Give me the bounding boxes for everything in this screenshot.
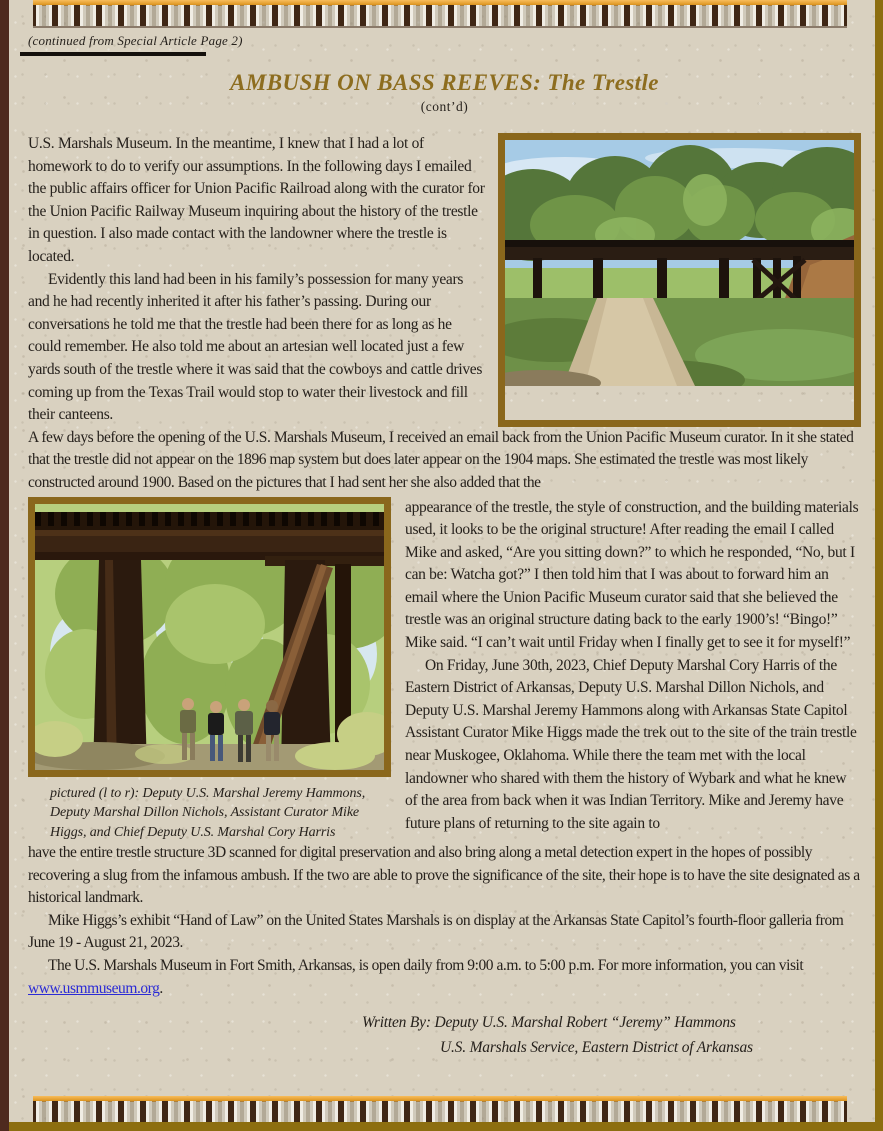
continued-note: (continued from Special Article Page 2): [28, 33, 243, 48]
page-subtitle: (cont’d): [420, 99, 469, 114]
book-ornament: [649, 0, 671, 26]
book-ornament: [187, 1096, 209, 1122]
book-ornament: [429, 0, 451, 26]
book-ornament: [429, 1096, 451, 1122]
book-ornament: [407, 1096, 429, 1122]
text-column-left: [28, 133, 498, 427]
book-ornament: [341, 0, 363, 26]
book-ornament: [33, 1096, 55, 1122]
book-ornament: [561, 0, 583, 26]
book-ornament: [99, 0, 121, 26]
book-ornament: [385, 0, 407, 26]
paragraph: have the entire trestle structure 3D scanned for digital preservation and also bring along a metal detection expert in the hopes of possibly recovering a slug from the infamous ambush. If the two are able to prove the significance of the site, their hope is to have the site designated as a historical landmark.: [28, 844, 860, 907]
book-ornament: [759, 0, 781, 26]
book-ornament: [517, 0, 539, 26]
paragraph: Mike Higgs’s exhibit “Hand of Law” on the United States Marshals is on display at the Arkansas State Capitol’s fourth-floor galleria from June 19 - August 21, 2023.: [28, 911, 844, 952]
book-ornament: [209, 1096, 231, 1122]
paragraph: On Friday, June 30th, 2023, Chief Deputy Marshal Cory Harris of the Eastern District of Arkansas, Deputy U.S. Marshal Dillon Nichols, and Deputy U.S. Marshal Jeremy Hammons along with Arkansas State Capitol Assistant Curator Mike Higgs made the trek out to the site of the train trestle near Muskogee, Oklahoma. While there the team met with the local landowner who shared with them the history of Wybark and what he knew of the area from back when it was Indian Territory. Mike and Jeremy have future plans of returning to the site again to: [405, 656, 857, 832]
book-ornament: [781, 1096, 803, 1122]
book-ornament: [737, 0, 759, 26]
bottom-border-books: [33, 1096, 847, 1122]
book-ornament: [319, 1096, 341, 1122]
paragraph: appearance of the trestle, the style of construction, and the building materials used, it looks to be the original structure! After reading the email I called Mike and asked, “Are you sitting down?” to which he responded, “No, but I can be: Watcha got?” I then told him that I was about to forward him an email where the Union Pacific Museum curator said that she believed the trestle was an original structure dating back to the early 1900’s! “Bingo!” Mike said. “I can’t wait until Friday when I finally get to see it for myself!”: [405, 498, 859, 652]
team-under-trestle-photo: [28, 497, 391, 777]
book-ornament: [99, 1096, 121, 1122]
photo-caption: pictured (l to r): Deputy U.S. Marshal Jeremy Hammons, Deputy Marshal Dillon Nichols, Assistant Curator Mike Higgs, and Chief Deputy U.S. Marshal Cory Harris: [50, 785, 366, 840]
book-ornament: [605, 1096, 627, 1122]
book-ornament: [143, 0, 165, 26]
book-ornament: [363, 1096, 385, 1122]
book-ornament: [627, 1096, 649, 1122]
book-ornament: [803, 1096, 825, 1122]
book-ornament: [363, 0, 385, 26]
top-border-books: [33, 0, 847, 26]
article-page: [28, 32, 861, 1060]
header-rule: [20, 52, 206, 56]
museum-info-paragraph: [28, 955, 861, 1000]
book-ornament: [671, 1096, 693, 1122]
book-ornament: [649, 1096, 671, 1122]
book-ornament: [451, 1096, 473, 1122]
book-ornament: [693, 0, 715, 26]
museum-info-text: The U.S. Marshals Museum in Fort Smith, Arkansas, is open daily from 9:00 a.m. to 5:00 p.m. For more information, you can visit: [48, 956, 804, 974]
section-middle: [28, 497, 861, 843]
book-ornament: [495, 1096, 517, 1122]
book-ornament: [561, 1096, 583, 1122]
paragraph: U.S. Marshals Museum. In the meantime, I knew that I had a lot of homework to do to verify our assumptions. In the following days I emailed the public affairs officer for Union Pacific Railroad along with the curator for the Union Pacific Railway Museum inquiring about the history of the trestle in question. I also made contact with the landowner where the trestle is located.: [28, 135, 485, 265]
book-ornament: [253, 0, 275, 26]
book-ornament: [583, 1096, 605, 1122]
book-ornament: [231, 1096, 253, 1122]
book-ornament: [143, 1096, 165, 1122]
book-ornament: [781, 0, 803, 26]
book-ornament: [473, 0, 495, 26]
book-ornament: [341, 1096, 363, 1122]
book-ornament: [297, 1096, 319, 1122]
book-ornament: [231, 0, 253, 26]
book-ornament: [297, 0, 319, 26]
page-title: AMBUSH ON BASS REEVES: The Trestle: [230, 70, 659, 95]
section-top: [28, 133, 861, 427]
trestle-landscape-photo: [498, 133, 861, 427]
book-ornament: [253, 1096, 275, 1122]
byline-org: U.S. Marshals Service, Eastern District of Arkansas: [440, 1039, 753, 1057]
book-ornament: [451, 0, 473, 26]
team-under-trestle-illustration: [35, 504, 384, 770]
book-ornament: [187, 0, 209, 26]
team-photo-figure: [28, 497, 391, 843]
book-ornament: [407, 0, 429, 26]
book-ornament: [495, 0, 517, 26]
bottom-border-bar: [9, 1122, 883, 1131]
book-ornament: [385, 1096, 407, 1122]
book-ornament: [715, 1096, 737, 1122]
book-ornament: [583, 0, 605, 26]
book-ornament: [121, 0, 143, 26]
book-ornament: [275, 1096, 297, 1122]
book-ornament: [737, 1096, 759, 1122]
book-ornament: [693, 1096, 715, 1122]
right-border-bar: [875, 0, 883, 1131]
book-ornament: [671, 0, 693, 26]
book-ornament: [473, 1096, 495, 1122]
book-ornament: [825, 1096, 847, 1122]
text-column-right: [405, 497, 861, 843]
paragraph: Evidently this land had been in his family’s possession for many years and he had recently inherited it after his father’s passing. During our conversations he told me that the trestle had been there for as long as he could remember. He also told me about an artesian well located just a few yards south of the trestle where it was said that the cowboys and cattle drives coming up from the Texas Trail would stop to water their livestock and fill their canteens.: [28, 270, 483, 424]
book-ornament: [627, 0, 649, 26]
book-ornament: [539, 1096, 561, 1122]
byline-author: Written By: Deputy U.S. Marshal Robert “Jeremy” Hammons: [362, 1014, 736, 1032]
trestle-landscape-illustration: [505, 140, 854, 386]
book-ornament: [759, 1096, 781, 1122]
book-ornament: [121, 1096, 143, 1122]
book-ornament: [517, 1096, 539, 1122]
continued-note-block: [28, 32, 861, 56]
book-ornament: [803, 0, 825, 26]
book-ornament: [825, 0, 847, 26]
byline: [362, 1010, 861, 1060]
book-ornament: [55, 1096, 77, 1122]
book-ornament: [165, 1096, 187, 1122]
book-ornament: [77, 0, 99, 26]
book-ornament: [33, 0, 55, 26]
usmmuseum-link[interactable]: www.usmmuseum.org: [28, 979, 160, 997]
sentence-period: .: [159, 979, 163, 997]
book-ornament: [209, 0, 231, 26]
book-ornament: [165, 0, 187, 26]
book-ornament: [539, 0, 561, 26]
book-ornament: [319, 0, 341, 26]
paragraph: A few days before the opening of the U.S. Marshals Museum, I received an email back from the Union Pacific Museum curator. In it she stated that the trestle did not appear on the 1896 map system but does later appear on the 1904 maps. She estimated the trestle was most likely constructed around 1900. Based on the pictures that I had sent her she also added that the: [28, 428, 854, 491]
book-ornament: [715, 0, 737, 26]
left-border-bar: [0, 0, 9, 1131]
book-ornament: [77, 1096, 99, 1122]
book-ornament: [275, 0, 297, 26]
book-ornament: [605, 0, 627, 26]
book-ornament: [55, 0, 77, 26]
